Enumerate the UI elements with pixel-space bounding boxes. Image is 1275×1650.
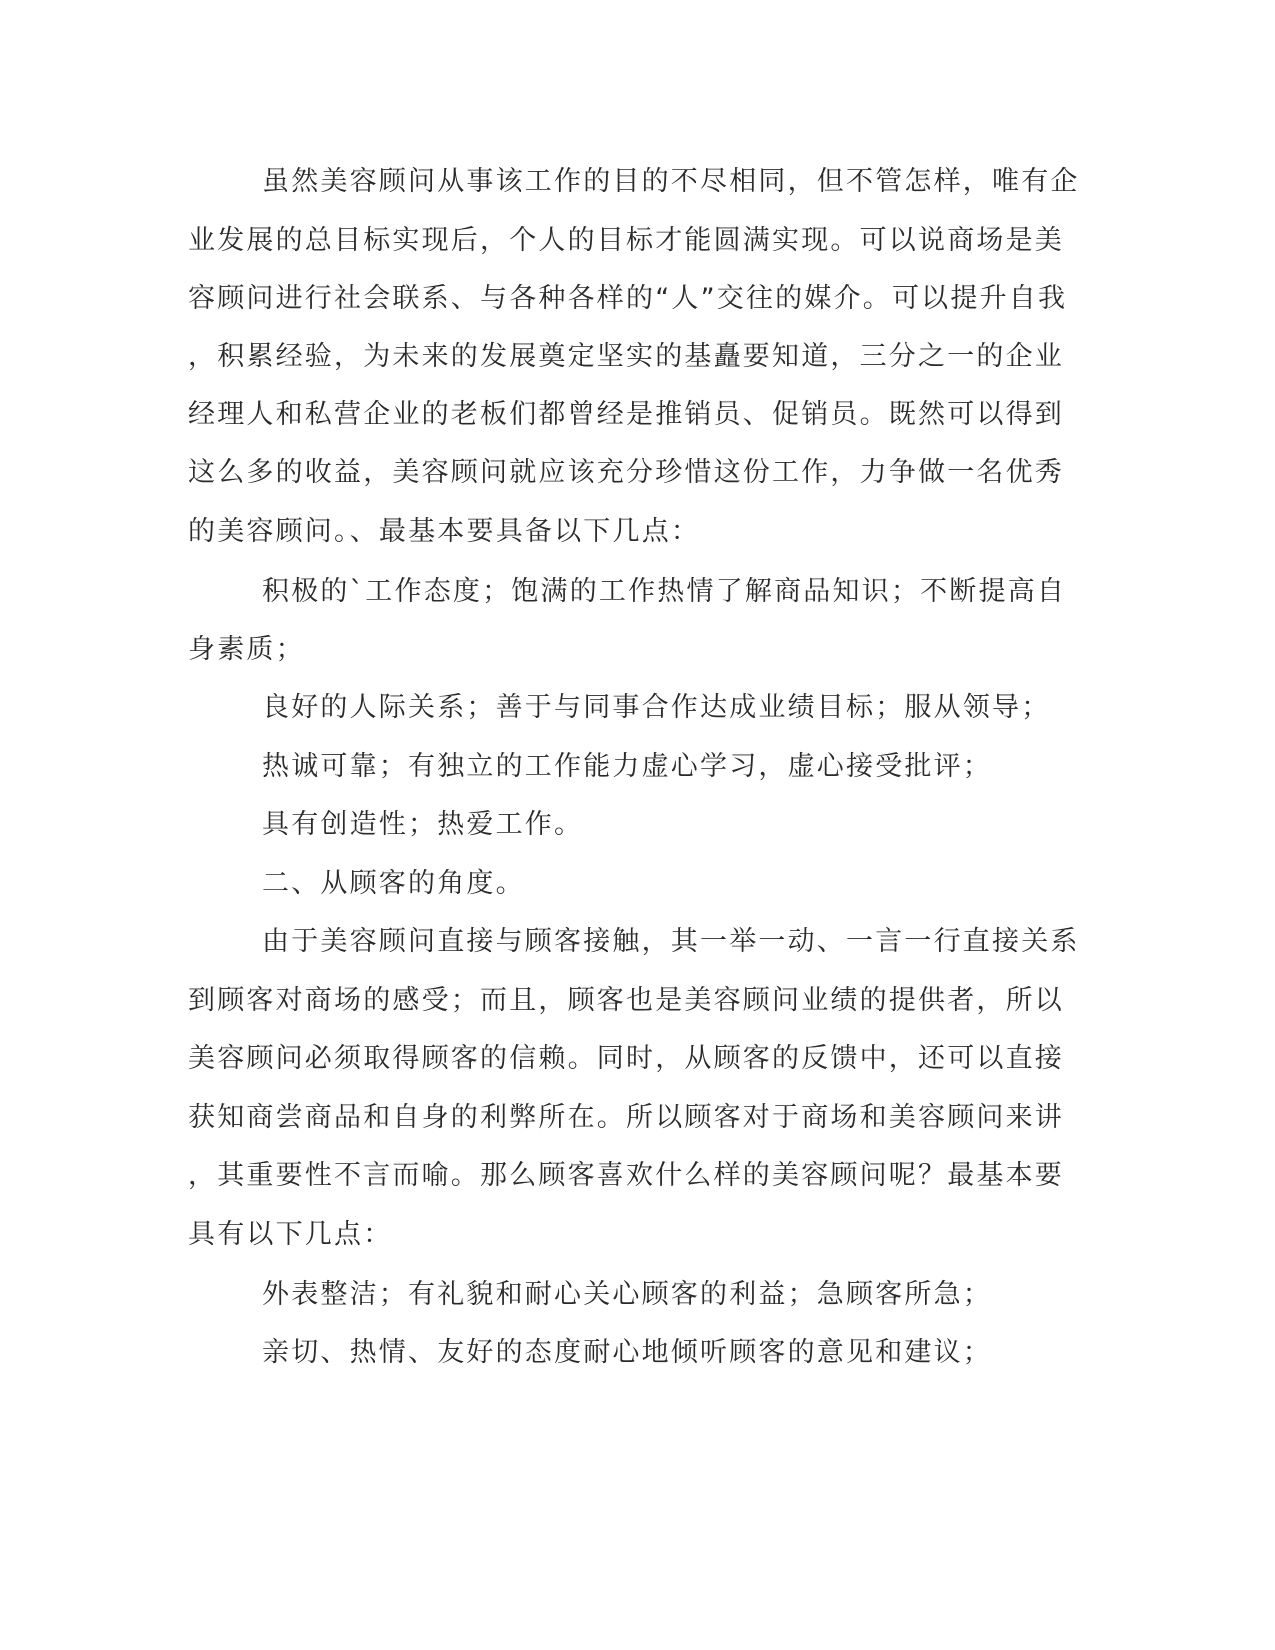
- text-line: 身素质；: [188, 634, 305, 665]
- text-line: ，其重要性不言而喻。那么顾客喜欢什么样的美容顾问呢？最基本要: [188, 1160, 1064, 1191]
- text-line: 业发展的总目标实现后，个人的目标才能圆满实现。可以说商场是美: [188, 225, 1064, 256]
- text-line: 具有创造性；热爱工作。: [262, 809, 584, 840]
- text-line: 美容顾问必须取得顾客的信赖。同时，从顾客的反馈中，还可以直接: [188, 1043, 1064, 1074]
- text-line: 经理人和私营企业的老板们都曾经是推销员、促销员。既然可以得到: [188, 399, 1064, 430]
- text-line: 外表整洁；有礼貌和耐心关心顾客的利益；急顾客所急；: [262, 1279, 992, 1310]
- text-line: 到顾客对商场的感受；而且，顾客也是美容顾问业绩的提供者，所以: [188, 985, 1064, 1016]
- text-line: 的美容顾问。、最基本要具备以下几点：: [188, 516, 701, 547]
- text-line: 由于美容顾问直接与顾客接触，其一举一动、一言一行直接关系: [262, 926, 1080, 957]
- text-line: 容顾问进行社会联系、与各种各样的“人”交往的媒介。可以提升自我: [188, 283, 1068, 314]
- text-line: ，积累经验，为未来的发展奠定坚实的基矗要知道，三分之一的企业: [188, 341, 1064, 372]
- text-line: 积极的`工作态度；饱满的工作热情了解商品知识；不断提高自: [262, 576, 1067, 607]
- text-line: 亲切、热情、友好的态度耐心地倾听顾客的意见和建议；: [262, 1337, 992, 1368]
- text-line: 获知商尝商品和自身的利弊所在。所以顾客对于商场和美容顾问来讲: [188, 1102, 1064, 1133]
- text-line: 具有以下几点：: [188, 1219, 393, 1250]
- text-line: 虽然美容顾问从事该工作的目的不尽相同，但不管怎样，唯有企: [262, 166, 1080, 197]
- text-line: 良好的人际关系；善于与同事合作达成业绩目标；服从领导；: [262, 692, 1051, 723]
- text-line: 这么多的收益，美容顾问就应该充分珍惜这份工作，力争做一名优秀: [188, 457, 1064, 488]
- text-line: 二、从顾客的角度。: [262, 868, 525, 899]
- text-line: 热诚可靠；有独立的工作能力虚心学习，虚心接受批评；: [262, 751, 992, 782]
